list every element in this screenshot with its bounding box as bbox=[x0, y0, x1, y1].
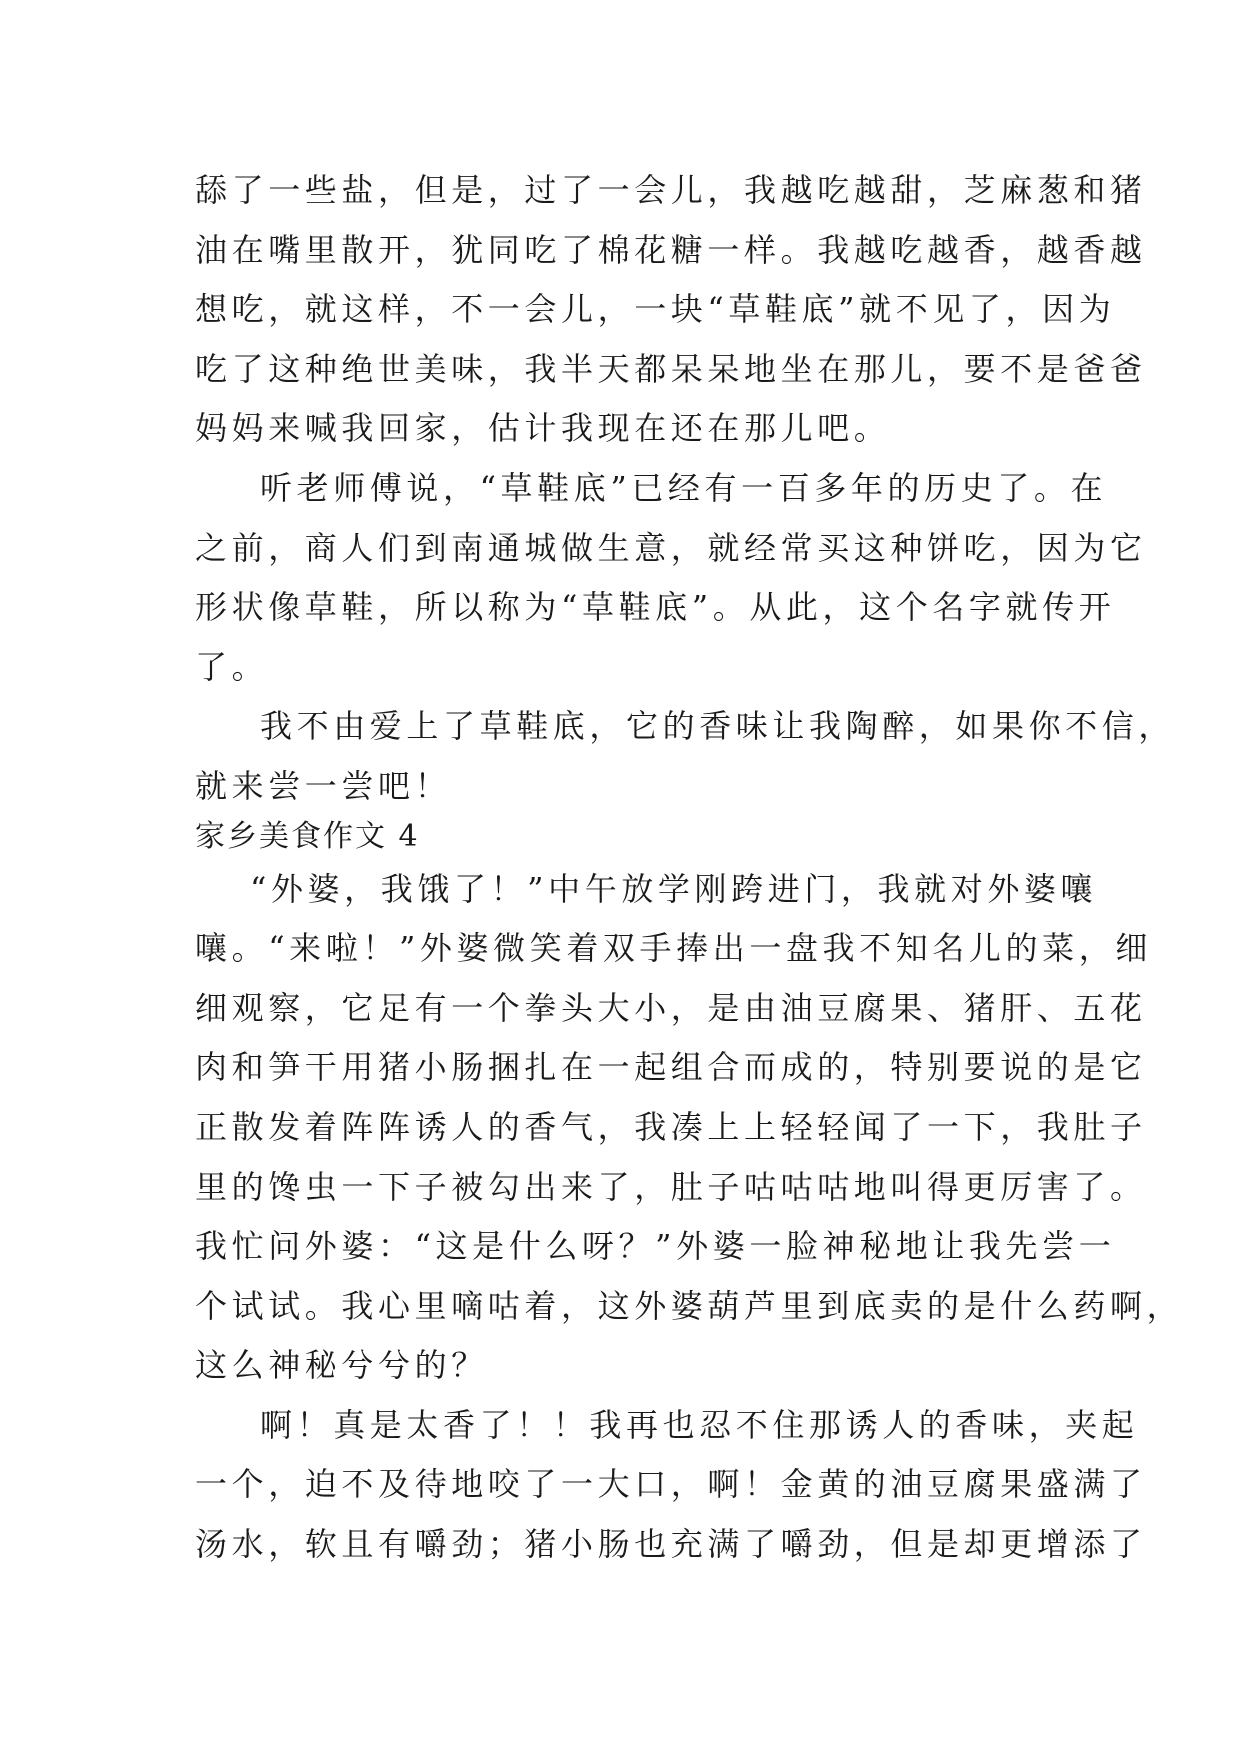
text-line: 我忙问外婆：“这是什么呀？”外婆一脸神秘地让我先尝一 bbox=[195, 1227, 1116, 1266]
text-line: 油在嘴里散开，犹同吃了棉花糖一样。我越吃越香，越香越 bbox=[195, 230, 1147, 269]
text-line: 吃了这种绝世美味，我半天都呆呆地坐在那儿，要不是爸爸 bbox=[195, 349, 1147, 388]
text-line: 妈妈来喊我回家，估计我现在还在那儿吧。 bbox=[195, 409, 891, 448]
paragraph-first-line: 我不由爱上了草鞋底，它的香味让我陶醉，如果你不信， bbox=[260, 707, 1176, 746]
document-body bbox=[195, 161, 1184, 1575]
text-line: 想吃，就这样，不一会儿，一块“草鞋底”就不见了，因为 bbox=[195, 290, 1116, 329]
text-line: 里的馋虫一下子被勾出来了，肚子咕咕咕地叫得更厉害了。 bbox=[195, 1167, 1147, 1206]
text-line: 舔了一些盐，但是，过了一会儿，我越吃越甜，芝麻葱和猪 bbox=[195, 171, 1147, 209]
paragraph-first-line: 啊！真是太香了！！我再也忍不住那诱人的香味，夹起 bbox=[260, 1405, 1139, 1444]
text-line: 形状像草鞋，所以称为“草鞋底”。从此，这个名字就传开 bbox=[195, 588, 1116, 627]
text-line: 正散发着阵阵诱人的香气，我凑上上轻轻闻了一下，我肚子 bbox=[195, 1107, 1147, 1146]
text-line: 了。 bbox=[195, 647, 269, 686]
paragraph-first-line: “外婆，我饿了！”中午放学刚跨进门，我就对外婆嚷 bbox=[250, 869, 1098, 908]
text-line: 一个，迫不及待地咬了一大口，啊！金黄的油豆腐果盛满了 bbox=[195, 1465, 1147, 1504]
text-line: 嚷。“来啦！”外婆微笑着双手捧出一盘我不知名儿的菜，细 bbox=[195, 929, 1152, 968]
text-line: 就来尝一尝吧！ bbox=[195, 766, 452, 805]
text-line: 个试试。我心里嘀咕着，这外婆葫芦里到底卖的是什么药啊， bbox=[195, 1286, 1184, 1325]
paragraph-first-line: 听老师傅说，“草鞋底”已经有一百多年的历史了。在 bbox=[260, 468, 1108, 507]
text-line: 之前，商人们到南通城做生意，就经常买这种饼吃，因为它 bbox=[195, 528, 1147, 567]
text-line: 肉和笋干用猪小肠捆扎在一起组合而成的，特别要说的是它 bbox=[195, 1048, 1147, 1087]
text-line: 汤水，软且有嚼劲；猪小肠也充满了嚼劲，但是却更增添了 bbox=[195, 1525, 1147, 1564]
text-line: 这么神秘兮兮的？ bbox=[195, 1346, 488, 1385]
text-line: 细观察，它足有一个拳头大小，是由油豆腐果、猪肝、五花 bbox=[195, 988, 1147, 1027]
section-heading: 家乡美食作文 4 bbox=[195, 818, 420, 854]
